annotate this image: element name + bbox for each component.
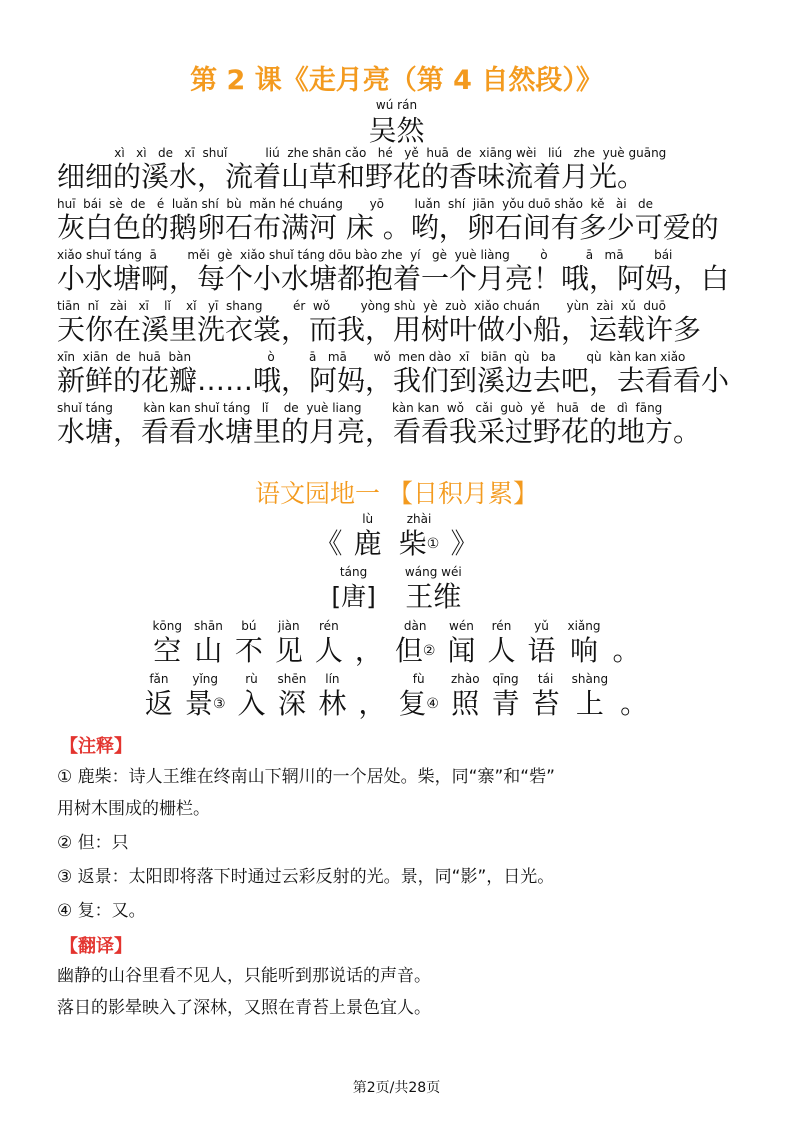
note-mark: ② — [422, 643, 436, 659]
passage-text: 天你在溪里洗衣裳，而我，用树叶做小船，运载许多 — [57, 313, 702, 346]
passage-text: 水塘，看看水塘里的月亮，看看我采过野花的地方。 — [57, 415, 702, 448]
poem-line-2 — [0, 672, 793, 721]
translation-line: 落日的影晕映入了深林，又照在青苔上景色宜人。 — [57, 998, 431, 1018]
page-number: 第2页/共28页 — [352, 1080, 441, 1096]
poem-char — [145, 672, 173, 721]
poem-char — [492, 672, 520, 721]
poet-pinyin: wáng wéi — [404, 565, 462, 579]
poem-char-pinyin: lín — [325, 672, 340, 686]
poem-title-char: 鹿 — [353, 527, 382, 560]
poem-char-text: 人 — [314, 634, 343, 667]
passage-text: 小水塘啊，每个小水塘都抱着一个月亮！哦，阿妈，白 — [57, 262, 730, 295]
poem-char-text: 照 — [451, 687, 480, 720]
passage-pinyin: xīn xiān de huā bàn ò ā mā wǒ men dào xī biān qù ba qù kàn kan xiǎo — [57, 350, 686, 364]
poem-char-pinyin: fù — [412, 672, 425, 686]
poem-char-text: 复 — [398, 687, 427, 720]
poem-char — [238, 672, 266, 721]
poem-char-pinyin: shān — [193, 619, 223, 633]
poem-char-pinyin — [358, 672, 386, 687]
poem-char-text: 景 — [184, 687, 213, 720]
poem-char-pinyin — [613, 619, 641, 634]
author-pinyin: wú rán — [375, 98, 418, 112]
poem-char — [398, 672, 439, 721]
poem-title-pinyin: zhài — [406, 512, 432, 526]
poem-char — [235, 619, 263, 668]
passage-pinyin: xì xì de xī shuǐ liú zhe shān cǎo hé yě huā de xiāng wèi liú zhe yuè guāng — [57, 146, 667, 160]
passage-text: 细细的溪水，流着山草和野花的香味流着月光。 — [57, 160, 646, 193]
dynasty-pinyin: táng — [339, 565, 368, 579]
poem-char — [152, 619, 182, 668]
poem-char-text: 入 — [237, 687, 266, 720]
poem-char-text: 但 — [394, 634, 423, 667]
poem-char-pinyin — [355, 619, 383, 634]
poem-char — [527, 619, 555, 668]
poem-char — [315, 619, 343, 668]
note-line: ② 但：只 — [57, 833, 129, 853]
poem-char-pinyin: rù — [245, 672, 258, 686]
poem-char-text: ， — [358, 687, 387, 720]
poem-char-text: ， — [354, 634, 383, 667]
note-mark: ③ — [212, 696, 226, 712]
poem-char-text: 不 — [234, 634, 263, 667]
poem-char-pinyin: qīng — [492, 672, 519, 686]
poem-char — [447, 619, 475, 668]
poem-char-text: 响 — [570, 634, 599, 667]
title-open-bracket: 《 — [314, 527, 343, 560]
poem-char — [185, 672, 226, 721]
poem-char-pinyin: shàng — [571, 672, 609, 686]
note-mark: ① — [426, 536, 440, 552]
poem-char-pinyin: tái — [537, 672, 554, 686]
poem-char-text: 。 — [620, 687, 649, 720]
poem-char-text: 闻 — [447, 634, 476, 667]
poem-char-pinyin: kōng — [152, 619, 182, 633]
passage-pinyin: shuǐ táng kàn kan shuǐ táng lǐ de yuè liang kàn kan wǒ cǎi guò yě huā de dì fāng — [57, 401, 663, 415]
note-line: ③ 返景：太阳即将落下时通过云彩反射的光。景，同“影”，日光。 — [57, 867, 555, 887]
poem-char-pinyin: jiàn — [278, 619, 300, 633]
poem-char-pinyin: rén — [491, 619, 512, 633]
poem-char — [275, 619, 303, 668]
poem-title-char: 柴 — [398, 527, 427, 560]
poem-char — [318, 672, 346, 721]
poem-char — [572, 672, 608, 721]
poem-char-text: 青 — [491, 687, 520, 720]
title-close-bracket: 》 — [450, 527, 479, 560]
passage-text: 灰白色的鹅卵石布满河 床 。哟，卵石间有多少可爱的 — [57, 211, 719, 244]
poem-char-text: 。 — [612, 634, 641, 667]
poem-char-text: 林 — [318, 687, 347, 720]
poem-char-pinyin: bú — [241, 619, 257, 633]
poem-char — [451, 672, 480, 721]
poem-char — [568, 619, 601, 668]
note-line: ① 鹿柴：诗人王维在终南山下辋川的一个居处。柴，同“寨”和“砦” — [57, 767, 555, 787]
poem-char — [395, 619, 436, 668]
section-title: 语文园地一 【日积月累】 — [255, 479, 538, 508]
note-mark: ④ — [426, 696, 439, 712]
notes-heading: 【注释】 — [60, 736, 132, 757]
poem-title — [0, 512, 793, 561]
poem-title-pinyin: lù — [362, 512, 374, 526]
translation-heading: 【翻译】 — [60, 936, 132, 957]
note-line: ④ 复：又。 — [57, 901, 146, 921]
passage-pinyin: xiǎo shuǐ táng ā měi gè xiǎo shuǐ táng dōu bào zhe yí gè yuè liàng ò ā mā bái — [57, 248, 673, 262]
poem-char-text: 人 — [487, 634, 516, 667]
poem-char-pinyin: fǎn — [149, 672, 169, 686]
lesson-title: 第 2 课《走月亮（第 4 自然段）》 — [190, 65, 603, 96]
poem-char-pinyin: xiǎng — [567, 619, 601, 633]
passage-text: 新鲜的花瓣……哦，阿妈，我们到溪边去吧，去看看小 — [57, 364, 730, 397]
poem-char-text: 山 — [194, 634, 223, 667]
poem-char-text: 上 — [575, 687, 604, 720]
poem-char-text: 空 — [153, 634, 182, 667]
poem-char-pinyin: yǔ — [534, 619, 549, 633]
poem-line-1 — [0, 619, 793, 668]
note-line: 用树木围成的栅栏。 — [57, 799, 210, 819]
poem-char-pinyin: dàn — [403, 619, 427, 633]
poem-char-text: 见 — [274, 634, 303, 667]
poem-char — [358, 672, 386, 721]
poem-author — [0, 565, 793, 614]
poem-char — [194, 619, 223, 668]
poem-char-text: 苔 — [531, 687, 560, 720]
dynasty: [唐] — [331, 582, 376, 611]
passage-pinyin: huī bái sè de é luǎn shí bù mǎn hé chuáng yō luǎn shí jiān yǒu duō shǎo kě ài de — [57, 197, 654, 211]
poem-char — [620, 672, 648, 721]
author — [0, 98, 793, 149]
poem-char-pinyin — [620, 672, 648, 687]
poem-char-pinyin: zhào — [450, 672, 480, 686]
poem-char-pinyin: rén — [319, 619, 339, 633]
author-name: 吴然 — [368, 114, 425, 147]
poem-char — [487, 619, 515, 668]
passage-pinyin: tiān nǐ zài xī lǐ xǐ yī shang ér wǒ yòng shù yè zuò xiǎo chuán yùn zài xǔ duō — [57, 299, 666, 313]
poet-name: 王维 — [405, 580, 462, 613]
poem-char-pinyin: yǐng — [192, 672, 219, 686]
poem-char-pinyin: wén — [449, 619, 474, 633]
translation-line: 幽静的山谷里看不见人，只能听到那说话的声音。 — [57, 966, 431, 986]
poem-char — [355, 619, 383, 668]
poem-char — [532, 672, 560, 721]
poem-char-text: 返 — [144, 687, 173, 720]
poem-char-pinyin: shēn — [277, 672, 307, 686]
poem-char-text: 语 — [527, 634, 556, 667]
poem-char — [613, 619, 641, 668]
poem-char — [278, 672, 307, 721]
poem-char-text: 深 — [277, 687, 306, 720]
